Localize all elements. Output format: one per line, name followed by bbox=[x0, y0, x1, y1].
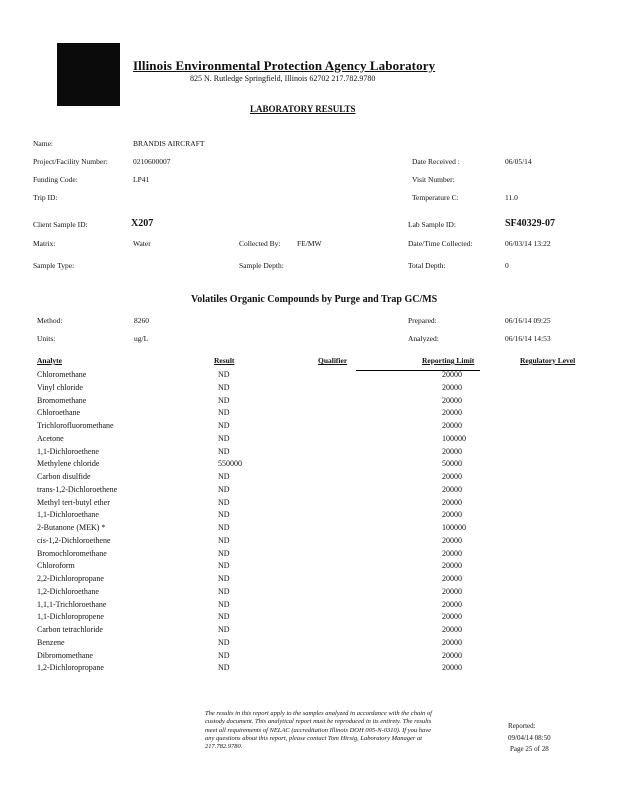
analyte-cell: 1,1,1-Trichloroethane bbox=[37, 599, 107, 609]
matrix-value: Water bbox=[133, 239, 151, 248]
analyte-cell: Chloromethane bbox=[37, 370, 87, 379]
result-cell: ND bbox=[218, 382, 230, 392]
reporting-limit-cell: 20000 bbox=[442, 382, 462, 392]
name-label: Name: bbox=[33, 139, 53, 148]
datetime-value: 06/03/14 13:22 bbox=[505, 239, 551, 248]
result-cell: ND bbox=[218, 625, 230, 634]
reporting-limit-cell: 20000 bbox=[442, 548, 462, 558]
table-row bbox=[0, 408, 618, 421]
result-cell: ND bbox=[218, 561, 230, 571]
analyte-cell: Carbon tetrachloride bbox=[37, 625, 103, 634]
result-cell: 550000 bbox=[218, 459, 242, 469]
lab-sample-label: Lab Sample ID: bbox=[408, 220, 456, 229]
result-cell: ND bbox=[218, 472, 230, 481]
analyte-cell: 2-Butanone (MEK) * bbox=[37, 523, 106, 532]
analyte-cell: 1,1-Dichloropropene bbox=[37, 612, 104, 622]
trip-label: Trip ID: bbox=[33, 193, 58, 202]
reporting-limit-cell: 100000 bbox=[442, 523, 466, 532]
lab-sample-value: SF40329-07 bbox=[505, 218, 555, 229]
result-cell: ND bbox=[218, 433, 230, 443]
result-cell: ND bbox=[218, 650, 230, 660]
analyzed-label: Analyzed: bbox=[408, 334, 439, 343]
table-row bbox=[0, 447, 618, 460]
visit-label: Visit Number: bbox=[412, 175, 455, 184]
result-cell: ND bbox=[218, 395, 230, 405]
table-row bbox=[0, 651, 618, 664]
table-row bbox=[0, 510, 618, 523]
table-row bbox=[0, 498, 618, 511]
reporting-limit-cell: 20000 bbox=[442, 395, 462, 405]
reporting-limit-cell: 20000 bbox=[442, 535, 462, 545]
units-label: Units: bbox=[37, 334, 56, 343]
analyte-cell: 1,1-Dichloroethane bbox=[37, 510, 99, 520]
prepared-value: 06/16/14 09:25 bbox=[505, 316, 551, 325]
result-cell: ND bbox=[218, 586, 230, 596]
table-row bbox=[0, 638, 618, 651]
analyte-cell: cis-1,2-Dichloroethene bbox=[37, 535, 111, 545]
table-row bbox=[0, 396, 618, 409]
table-row bbox=[0, 485, 618, 498]
sample-type-label: Sample Type: bbox=[33, 261, 75, 270]
table-row bbox=[0, 536, 618, 549]
reported-value: 09/04/14 08:50 bbox=[508, 734, 551, 742]
analyte-cell: Vinyl chloride bbox=[37, 382, 83, 392]
result-cell: ND bbox=[218, 599, 230, 609]
analyte-cell: Acetone bbox=[37, 433, 64, 443]
analyte-cell: Chloroform bbox=[37, 561, 75, 571]
col-result: Result bbox=[214, 356, 235, 365]
analyte-cell: 2,2-Dichloropropane bbox=[37, 574, 104, 583]
result-cell: ND bbox=[218, 421, 230, 430]
reporting-limit-cell: 20000 bbox=[442, 408, 462, 418]
reporting-limit-cell: 20000 bbox=[442, 421, 462, 430]
col-reporting-limit: Reporting Limit bbox=[422, 356, 475, 365]
name-value: BRANDIS AIRCRAFT bbox=[133, 139, 205, 148]
result-cell: ND bbox=[218, 446, 230, 456]
result-cell: ND bbox=[218, 612, 230, 622]
table-row bbox=[0, 663, 618, 676]
result-cell: ND bbox=[218, 408, 230, 418]
temperature-label: Temperature C: bbox=[412, 193, 459, 202]
result-cell: ND bbox=[218, 370, 230, 379]
result-cell: ND bbox=[218, 523, 230, 532]
temperature-value: 11.0 bbox=[505, 193, 518, 202]
table-row bbox=[0, 383, 618, 396]
collected-by-label: Collected By: bbox=[239, 239, 281, 248]
reporting-limit-cell: 20000 bbox=[442, 663, 462, 673]
client-sample-value: X207 bbox=[131, 218, 154, 229]
table-row bbox=[0, 472, 618, 485]
client-sample-label: Client Sample ID: bbox=[33, 220, 88, 229]
funding-label: Funding Code: bbox=[33, 175, 78, 184]
analyte-cell: 1,2-Dichloroethane bbox=[37, 586, 99, 596]
prepared-label: Prepared: bbox=[408, 316, 437, 325]
funding-value: LP41 bbox=[133, 175, 150, 184]
sample-depth-label: Sample Depth: bbox=[239, 261, 284, 270]
analyte-cell: Methyl tert-butyl ether bbox=[37, 497, 110, 507]
lab-address: 825 N. Rutledge Springfield, Illinois 62702 217.782.9780 bbox=[190, 74, 376, 83]
reported-label: Reported: bbox=[508, 722, 536, 730]
analyte-cell: Carbon disulfide bbox=[37, 472, 91, 481]
reporting-limit-cell: 20000 bbox=[442, 497, 462, 507]
reporting-limit-cell: 20000 bbox=[442, 612, 462, 622]
matrix-label: Matrix: bbox=[33, 239, 56, 248]
report-title: LABORATORY RESULTS bbox=[250, 104, 356, 114]
reporting-limit-cell: 20000 bbox=[442, 370, 462, 379]
reporting-limit-cell: 20000 bbox=[442, 599, 462, 609]
table-row bbox=[0, 612, 618, 625]
analyte-cell: 1,2-Dichloropropane bbox=[37, 663, 104, 673]
table-row bbox=[0, 561, 618, 574]
date-received-label: Date Received : bbox=[412, 157, 460, 166]
result-cell: ND bbox=[218, 484, 230, 494]
analyte-cell: Bromomethane bbox=[37, 395, 87, 405]
table-row bbox=[0, 370, 618, 383]
method-label: Method: bbox=[37, 316, 63, 325]
reporting-limit-cell: 20000 bbox=[442, 625, 462, 634]
result-cell: ND bbox=[218, 548, 230, 558]
section-title: Volatiles Organic Compounds by Purge and Trap GC/MS bbox=[191, 294, 438, 305]
project-label: Project/Facility Number: bbox=[33, 157, 108, 166]
reporting-limit-cell: 20000 bbox=[442, 472, 462, 481]
reporting-limit-cell: 20000 bbox=[442, 446, 462, 456]
table-row bbox=[0, 625, 618, 638]
table-row bbox=[0, 600, 618, 613]
table-row bbox=[0, 587, 618, 600]
total-depth-label: Total Depth: bbox=[408, 261, 446, 270]
reporting-limit-cell: 20000 bbox=[442, 484, 462, 494]
lab-title: Illinois Environmental Protection Agency Laboratory bbox=[133, 58, 436, 73]
reporting-limit-cell: 20000 bbox=[442, 561, 462, 571]
analyte-cell: Dibromomethane bbox=[37, 650, 93, 660]
datetime-label: Date/Time Collected: bbox=[408, 239, 473, 248]
iepa-logo bbox=[57, 43, 120, 106]
reporting-limit-cell: 20000 bbox=[442, 650, 462, 660]
reporting-limit-cell: 50000 bbox=[442, 459, 462, 469]
table-row bbox=[0, 523, 618, 536]
reporting-limit-cell: 20000 bbox=[442, 574, 462, 583]
result-cell: ND bbox=[218, 574, 230, 583]
project-value: 0210600007 bbox=[133, 157, 171, 166]
result-cell: ND bbox=[218, 535, 230, 545]
result-cell: ND bbox=[218, 637, 230, 647]
reporting-limit-cell: 100000 bbox=[442, 433, 466, 443]
table-row bbox=[0, 549, 618, 562]
col-analyte: Analyte bbox=[37, 356, 62, 365]
reporting-limit-cell: 20000 bbox=[442, 637, 462, 647]
table-row bbox=[0, 574, 618, 587]
analyte-cell: Methylene chloride bbox=[37, 459, 100, 469]
units-value: ug/L bbox=[134, 334, 149, 343]
method-value: 8260 bbox=[134, 316, 149, 325]
total-depth-value: 0 bbox=[505, 261, 509, 270]
table-row bbox=[0, 421, 618, 434]
result-cell: ND bbox=[218, 663, 230, 673]
reporting-limit-cell: 20000 bbox=[442, 510, 462, 520]
analyte-cell: Trichlorofluoromethane bbox=[37, 421, 114, 430]
date-received-value: 06/05/14 bbox=[505, 157, 532, 166]
analyte-cell: trans-1,2-Dichloroethene bbox=[37, 484, 118, 494]
reporting-limit-cell: 20000 bbox=[442, 586, 462, 596]
table-row bbox=[0, 459, 618, 472]
col-regulatory-level: Regulatory Level bbox=[520, 356, 576, 365]
page-number: Page 25 of 28 bbox=[510, 745, 549, 753]
analyte-cell: Benzene bbox=[37, 637, 65, 647]
analyte-cell: 1,1-Dichloroethene bbox=[37, 446, 99, 456]
col-qualifier: Qualifier bbox=[318, 356, 348, 365]
analyte-cell: Chloroethane bbox=[37, 408, 81, 418]
table-row bbox=[0, 434, 618, 447]
collected-by-value: FE/MW bbox=[297, 239, 322, 248]
footer-note: The results in this report apply to the samples analyzed in accordance with the chain of custody document. This analytical report must be reproduced in its entirety. The results meet all requirements of NELAC (accreditation Illinois DOH 005-N-0310). If you have any questions about this report, please contact Tom Hirsig, Laboratory Manager at 217.782.9780. bbox=[205, 710, 432, 751]
analyzed-value: 06/16/14 14:53 bbox=[505, 334, 551, 343]
result-cell: ND bbox=[218, 497, 230, 507]
result-cell: ND bbox=[218, 510, 230, 520]
analyte-cell: Bromochloromethane bbox=[37, 548, 107, 558]
